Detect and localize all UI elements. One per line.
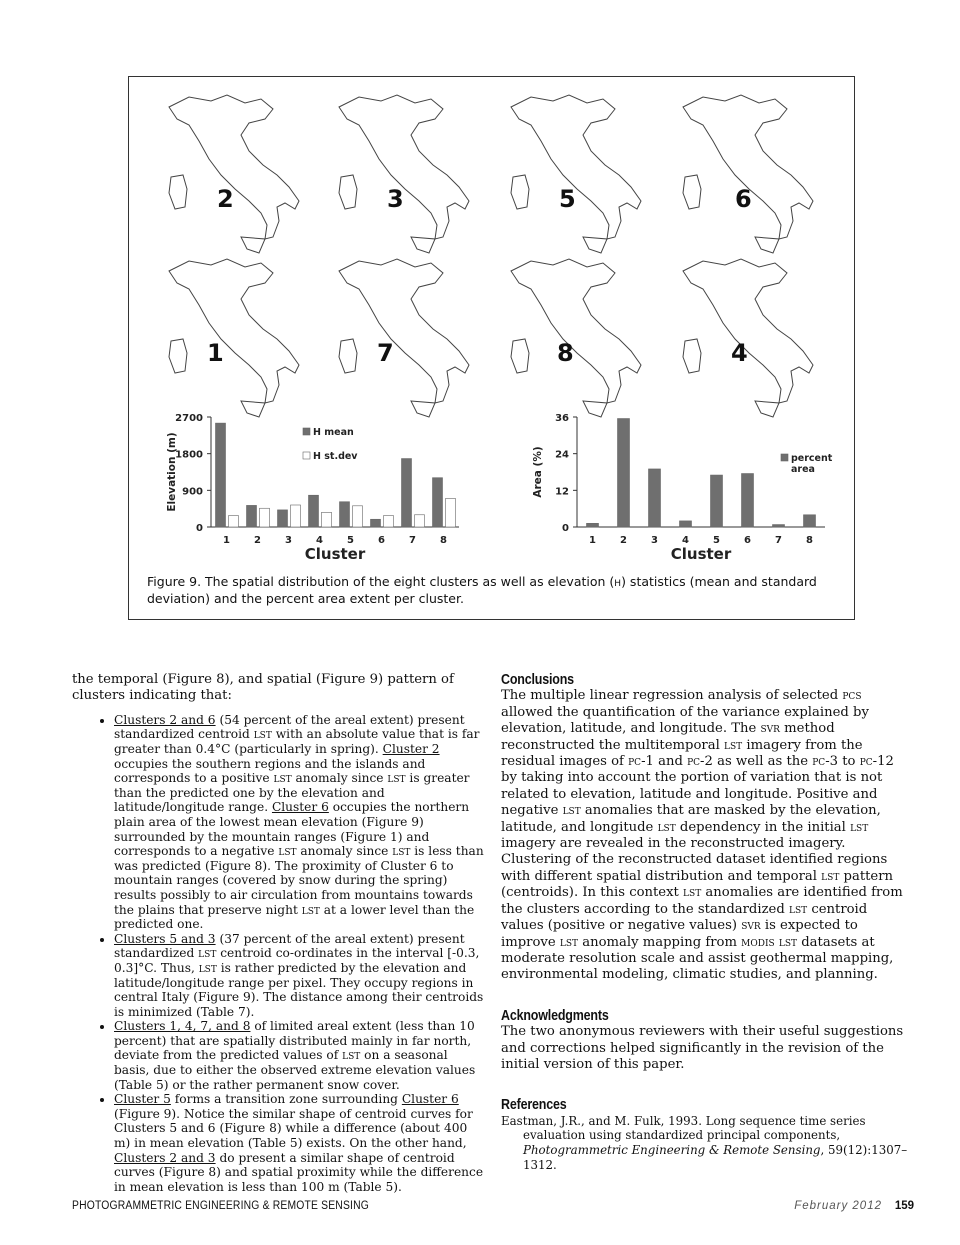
bar xyxy=(278,510,288,527)
x-axis-label: Cluster xyxy=(304,545,366,563)
intro-paragraph: the temporal (Figure 8), and spatial (Figure 9) pattern of clusters indicating that: xyxy=(72,672,454,704)
italy-outline xyxy=(169,259,299,403)
bar xyxy=(371,519,381,527)
italy-outline xyxy=(683,175,701,209)
map-label: 1 xyxy=(207,339,224,367)
bar xyxy=(587,523,599,527)
bar xyxy=(309,495,319,527)
y-axis-label: Area (%) xyxy=(532,446,544,498)
italy-outline xyxy=(755,237,779,253)
bar xyxy=(680,521,692,527)
list-item: • Clusters 2 and 6 (54 percent of the areal extent) present standardized centroid lst with an absolute value that is far greater than 0.4°C (particularly in spring). Cluster 2 occupies the southern regions and the islands and corresponds to a positive lst anomaly since lst is greater than the predicted one by the elevation and latitude/longitude range. Cluster 6 occupies the northern plain area of the lowest mean elevation (Figure 9) surrounded by the mountain ranges (Figure 1) and corresponds to a negative lst anomaly since lst is less than was predicted (Figure 8). The proximity of Cluster 6 to mountain ranges (covered by snow during the spring) results possibly to air circulation from mountains towards the plains that preserve night lst at a lower level than the predicted one. xyxy=(114,713,484,932)
findings-list xyxy=(72,713,484,1195)
legend-label: H st.dev xyxy=(313,451,358,462)
conclusions-paragraph: The multiple linear regression analysis of selected pcs allowed the quantification of the variance explained by elevation, latitude, and longitude. The svr method reconstructed the multitemporal lst imagery from the residual images of pc-1 and pc-2 as well as the pc-3 to pc-12 by taking into account the portion of variation that is not related to elevation, latitude and longitude. Positive and negative lst anomalies that are masked by the elevation, latitude, and longitude lst dependency in the initial lst imagery are revealed in the reconstructed imagery. Clustering of the reconstructed dataset identified regions with different spatial distribution and temporal lst pattern (centroids). In this context lst anomalies are identified from the clusters according to the standardized lst centroid values (positive or negative values) svr is expected to improve lst anomaly mapping from modis lst datasets at moderate resolution scale and assist geothermal mapping, environmental modeling, climatic studies, and planning. xyxy=(501,688,903,983)
figure-9 xyxy=(128,76,855,620)
map-label: 3 xyxy=(387,185,404,213)
italy-map-icon xyxy=(491,253,661,428)
italy-outline xyxy=(683,339,701,373)
italy-outline xyxy=(169,95,299,239)
bar xyxy=(618,419,630,527)
y-tick-label: 36 xyxy=(555,413,569,424)
x-tick-label: 4 xyxy=(682,535,689,546)
bar xyxy=(216,423,226,527)
italy-outline xyxy=(339,259,469,403)
legend-swatch xyxy=(303,428,310,435)
map-cluster-6 xyxy=(663,89,833,264)
x-tick-label: 4 xyxy=(316,535,323,546)
bar xyxy=(229,516,239,527)
journal-name: PHOTOGRAMMETRIC ENGINEERING & REMOTE SENSING xyxy=(72,1200,369,1212)
italy-outline xyxy=(339,95,469,239)
italy-outline xyxy=(511,175,529,209)
bar xyxy=(402,459,412,527)
y-tick-label: 1800 xyxy=(175,449,203,461)
map-label: 4 xyxy=(731,339,748,367)
italy-outline xyxy=(583,237,607,253)
y-tick-label: 900 xyxy=(182,486,203,498)
legend-swatch xyxy=(781,454,788,461)
bar xyxy=(260,508,270,527)
italy-outline xyxy=(683,259,813,403)
map-cluster-8 xyxy=(491,253,661,428)
legend-label: percent xyxy=(791,453,833,464)
map-cluster-5 xyxy=(491,89,661,264)
map-label: 7 xyxy=(377,339,394,367)
reference-item: Eastman, J.R., and M. Fulk, 1993. Long sequence time series evaluation using standardized principal components, Photogrammetric Engineering & Remote Sensing, 59(12):1307–1312. xyxy=(501,1113,908,1172)
x-tick-label: 1 xyxy=(589,535,596,546)
bar xyxy=(446,498,456,527)
bar xyxy=(804,515,816,527)
references-heading: References xyxy=(501,1097,567,1114)
y-tick-label: 24 xyxy=(555,449,569,461)
bar xyxy=(322,512,332,527)
map-cluster-7 xyxy=(319,253,489,428)
map-cluster-1 xyxy=(149,253,319,428)
italy-outline xyxy=(683,95,813,239)
y-tick-label: 0 xyxy=(562,523,569,534)
x-tick-label: 6 xyxy=(744,535,751,546)
list-item: • Clusters 5 and 3 (37 percent of the areal extent) present standardized lst centroid co-ordinates in the interval [-0.3, 0.3]°C. Thus, lst is rather predicted by the elevation and latitude/longitude range per pixel. They occupy regions in central Italy (Figure 9). The distance among their centroids is minimized (Table 7). xyxy=(114,932,484,1020)
x-tick-label: 6 xyxy=(378,535,385,546)
page-footer xyxy=(72,1200,914,1216)
y-axis-label: Elevation (m) xyxy=(166,432,178,512)
bar xyxy=(247,505,257,527)
x-tick-label: 3 xyxy=(285,535,292,546)
y-tick-label: 12 xyxy=(555,486,569,498)
map-label: 8 xyxy=(557,339,574,367)
italy-map-icon xyxy=(149,89,319,264)
bar xyxy=(433,478,443,527)
x-tick-label: 7 xyxy=(775,535,782,546)
legend-label: H mean xyxy=(313,427,354,438)
italy-outline xyxy=(169,339,187,373)
x-tick-label: 8 xyxy=(440,535,447,546)
bar xyxy=(353,506,363,527)
italy-map-icon xyxy=(149,253,319,428)
italy-outline xyxy=(339,339,357,373)
bar xyxy=(742,474,754,527)
figure-caption: Figure 9. The spatial distribution of the eight clusters as well as elevation (h) statistics (mean and standard deviation) and the percent area extent per cluster. xyxy=(147,574,817,606)
bar xyxy=(384,516,394,527)
acknowledgments-heading: Acknowledgments xyxy=(501,1007,609,1024)
bar xyxy=(291,505,301,527)
issue-date: February 2012 xyxy=(794,1200,882,1212)
italy-map-icon xyxy=(491,89,661,264)
bar xyxy=(340,502,350,527)
map-cluster-2 xyxy=(149,89,319,264)
legend-swatch xyxy=(303,452,310,459)
list-item: • Clusters 1, 4, 7, and 8 of limited areal extent (less than 10 percent) that are spatially distributed mainly in far north, deviate from the predicted values of lst on a seasonal basis, due to either the observed extreme elevation values (Table 5) or the rather permanent snow cover. xyxy=(114,1019,484,1092)
map-label: 6 xyxy=(735,185,752,213)
y-tick-label: 2700 xyxy=(175,413,203,424)
bar xyxy=(773,525,785,527)
x-tick-label: 5 xyxy=(713,535,720,546)
bar xyxy=(649,469,661,527)
x-tick-label: 3 xyxy=(651,535,658,546)
italy-outline xyxy=(411,237,435,253)
italy-map-icon xyxy=(663,253,833,428)
x-axis-label: Cluster xyxy=(670,545,732,563)
italy-outline xyxy=(339,175,357,209)
right-column xyxy=(501,672,913,1172)
area-bar-chart xyxy=(525,407,845,567)
left-column xyxy=(72,672,484,1194)
bar xyxy=(711,475,723,527)
y-tick-label: 0 xyxy=(196,523,203,534)
italy-map-icon xyxy=(663,89,833,264)
conclusions-heading: Conclusions xyxy=(501,672,574,688)
italy-outline xyxy=(511,259,641,403)
x-tick-label: 8 xyxy=(806,535,813,546)
map-label: 2 xyxy=(217,185,234,213)
map-label: 5 xyxy=(559,185,576,213)
italy-outline xyxy=(241,237,265,253)
elevation-bar-chart xyxy=(159,407,479,567)
italy-outline xyxy=(511,95,641,239)
x-tick-label: 1 xyxy=(223,535,230,546)
italy-map-icon xyxy=(319,253,489,428)
italy-outline xyxy=(511,339,529,373)
x-tick-label: 2 xyxy=(254,535,261,546)
acknowledgments-paragraph: The two anonymous reviewers with their useful suggestions and corrections helped significantly in the revision of the initial version of this paper. xyxy=(501,1024,904,1072)
legend-label: area xyxy=(791,464,815,475)
map-cluster-4 xyxy=(663,253,833,428)
italy-map-icon xyxy=(319,89,489,264)
list-item: • Cluster 5 forms a transition zone surrounding Cluster 6 (Figure 9). Notice the similar shape of centroid curves for Clusters 5 and 6 (Figure 8) while a difference (about 400 m) in mean elevation (Table 5) exists. On the other hand, Clusters 2 and 3 do present a similar shape of centroid curves (Figure 8) and spatial proximity while the difference in mean elevation is less than 100 m (Table 5). xyxy=(114,1092,484,1194)
x-tick-label: 7 xyxy=(409,535,416,546)
map-cluster-3 xyxy=(319,89,489,264)
bar xyxy=(415,515,425,527)
italy-outline xyxy=(169,175,187,209)
page-number: 159 xyxy=(894,1200,914,1212)
x-tick-label: 5 xyxy=(347,535,354,546)
x-tick-label: 2 xyxy=(620,535,627,546)
